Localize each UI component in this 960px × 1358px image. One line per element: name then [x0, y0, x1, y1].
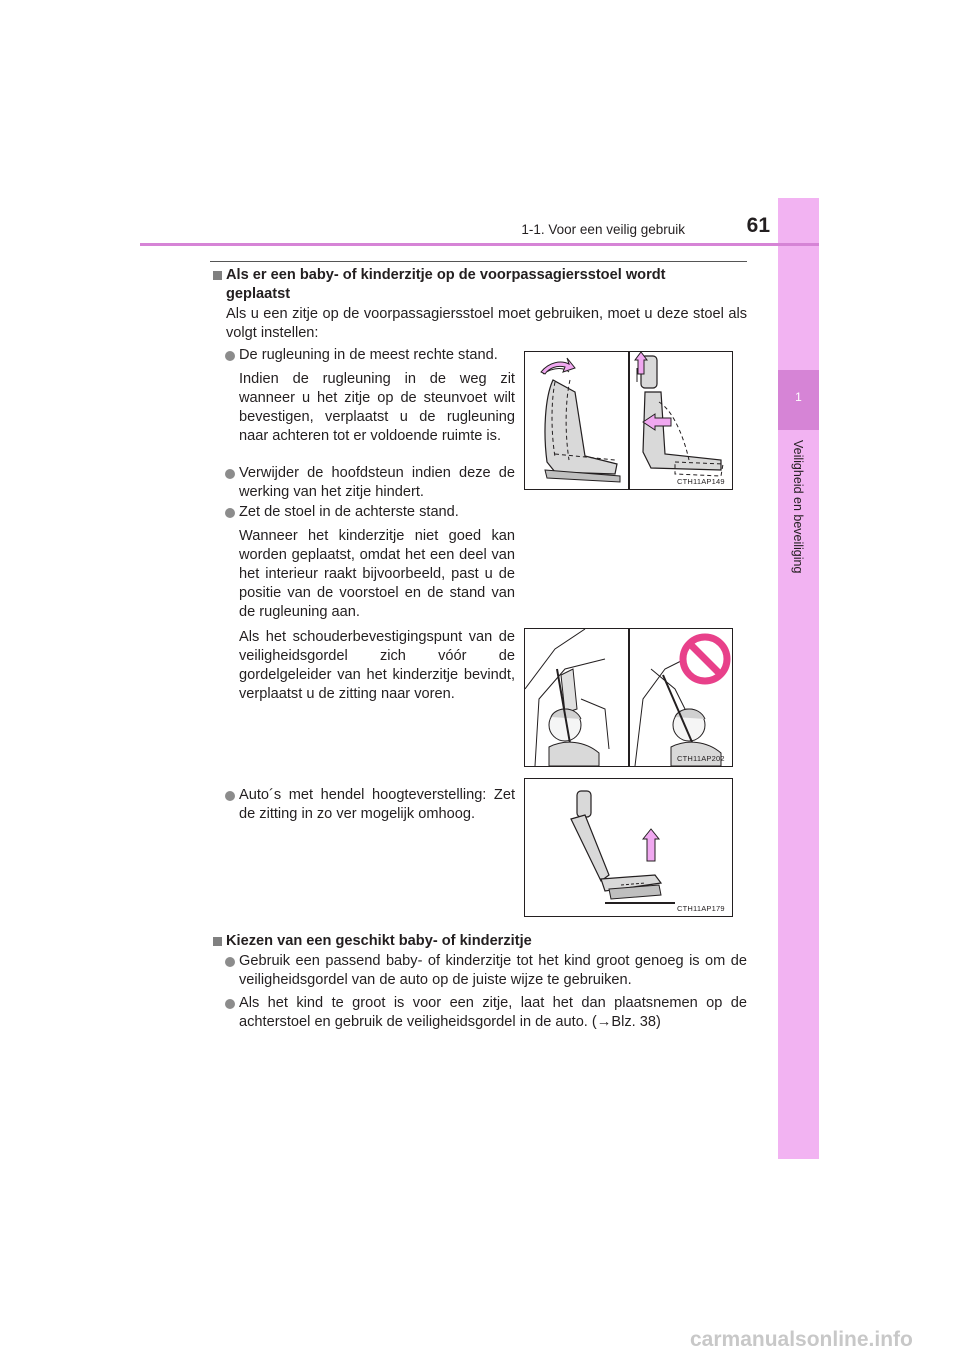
section-divider — [210, 261, 747, 262]
page-number: 61 — [746, 214, 770, 237]
seat-recline-illustration-icon — [525, 352, 732, 489]
figure-seat-recline — [524, 351, 733, 490]
figure-child-seatbelt — [524, 628, 733, 767]
bullet-icon — [225, 791, 235, 801]
figure-code: CTH11AP179 — [677, 904, 725, 913]
svg-text:carmanualsonline.info: carmanualsonline.info — [690, 1328, 913, 1351]
section1-heading-line1: Als er een baby- of kinderzitje op de voorpassagiersstoel wordt — [226, 267, 666, 283]
bullet-icon — [225, 957, 235, 967]
child-seatbelt-illustration-icon — [525, 629, 732, 766]
bullet1-title: De rugleuning in de meest rechte stand. — [239, 347, 498, 363]
bullet-icon — [225, 469, 235, 479]
chapter-sidetab — [778, 198, 819, 1159]
seat-height-illustration-icon — [525, 779, 732, 916]
watermark-logo — [690, 1326, 950, 1352]
bullet3-text: Wanneer het kinderzitje niet goed kan worden geplaatst, omdat het een deel van het interieur raakt bijvoorbeeld, past u de positie van de voorstoel en de stand van de rugleuning aan. — [239, 528, 515, 620]
section-marker-icon — [213, 271, 222, 280]
bullet-icon — [225, 999, 235, 1009]
section1-heading-line2: geplaatst — [226, 286, 291, 302]
header-rule — [140, 243, 819, 246]
header-section-title: 1-1. Voor een veilig gebruik — [521, 222, 685, 237]
bullet3-title: Zet de stoel in de achterste stand. — [239, 504, 459, 520]
section2-bullet2: Als het kind te groot is voor een zitje, laat het dan plaatsnemen op de achterstoel en gebruik de veiligheidsgordel in de auto. (→Blz. 38) — [239, 995, 747, 1030]
chapter-number: 1 — [795, 390, 802, 404]
bullet-icon — [225, 508, 235, 518]
bullet-icon — [225, 351, 235, 361]
figure-seat-height — [524, 778, 733, 917]
bullet3-text2: Als het schouderbevestigingspunt van de veiligheidsgordel zich vóór de gordelgeleider van het kinderzitje bevindt, verplaatst u de zitting naar voren. — [239, 629, 515, 702]
bullet1-text: Indien de rugleuning in de weg zit wanneer u het zitje op de steunvoet wilt bevestigen, verplaatst u de rugleuning naar achteren tot er voldoende ruimte is. — [239, 371, 515, 444]
section2-bullet1: Gebruik een passend baby- of kinderzitje tot het kind groot genoeg is om de veiligheidsgordel van de auto op de juiste wijze te gebruiken. — [239, 953, 747, 988]
figure-code: CTH11AP202 — [677, 754, 725, 763]
bullet4-title: Auto´s met hendel hoogteverstelling: Zet de zitting in zo ver mogelijk omhoog. — [239, 787, 515, 822]
section-marker-icon — [213, 937, 222, 946]
section2-heading: Kiezen van een geschikt baby- of kinderzitje — [226, 933, 532, 949]
section1-intro: Als u een zitje op de voorpassagiersstoel moet gebruiken, moet u deze stoel als volgt instellen: — [226, 306, 747, 341]
figure-code: CTH11AP149 — [677, 477, 725, 486]
bullet2-title: Verwijder de hoofdsteun indien deze de werking van het zitje hindert. — [239, 465, 515, 500]
chapter-title: Veiligheid en beveiliging — [791, 440, 805, 574]
